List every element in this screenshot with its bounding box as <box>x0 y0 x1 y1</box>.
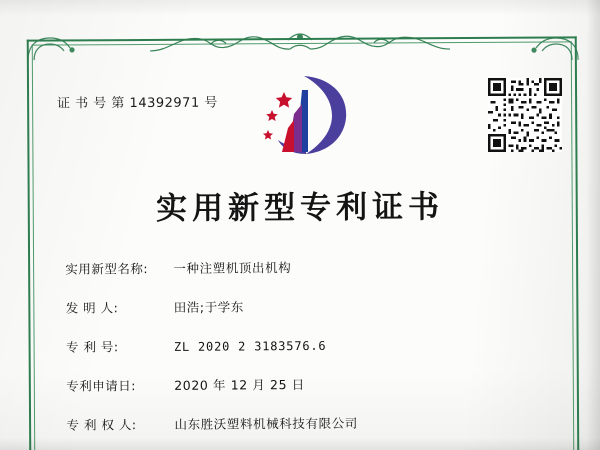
field-label-patent-number: 专 利 号: <box>65 339 119 355</box>
field-value-patent-number: ZL 2020 2 3183576.6 <box>173 338 327 354</box>
field-label-inventor: 发 明 人: <box>65 300 119 316</box>
field-label-patentee: 专 利 权 人: <box>66 417 137 433</box>
field-label-invention-name: 实用新型名称: <box>65 261 149 277</box>
field-row-name <box>65 256 535 277</box>
scan-shadow-top <box>0 0 600 16</box>
field-value-inventor: 田浩;于学东 <box>173 299 245 315</box>
scan-shadow-bottom <box>0 438 600 450</box>
field-row-patentee <box>66 412 536 433</box>
cnipa-emblem-icon <box>248 70 360 162</box>
qr-code <box>488 78 562 152</box>
certificate-fields <box>65 256 536 450</box>
field-row-patent-number <box>66 334 536 355</box>
ornament-corner-left-icon <box>26 32 80 62</box>
ornament-top-icon <box>150 29 450 57</box>
field-value-patentee: 山东胜沃塑料机械科技有限公司 <box>174 415 358 432</box>
field-row-inventor <box>66 295 536 316</box>
field-value-application-date: 2020 年 12 月 25 日 <box>174 376 305 393</box>
ornament-corner-right-icon <box>526 32 580 62</box>
field-value-invention-name: 一种注塑机顶出机构 <box>173 260 292 276</box>
scan-shadow-right <box>586 0 600 450</box>
certificate-serial-number: 证 书 号 第 14392971 号 <box>56 95 218 112</box>
field-label-application-date: 专利申请日: <box>66 378 136 394</box>
field-row-application-date <box>66 373 536 394</box>
certificate-title: 实用新型专利证书 <box>155 189 445 227</box>
